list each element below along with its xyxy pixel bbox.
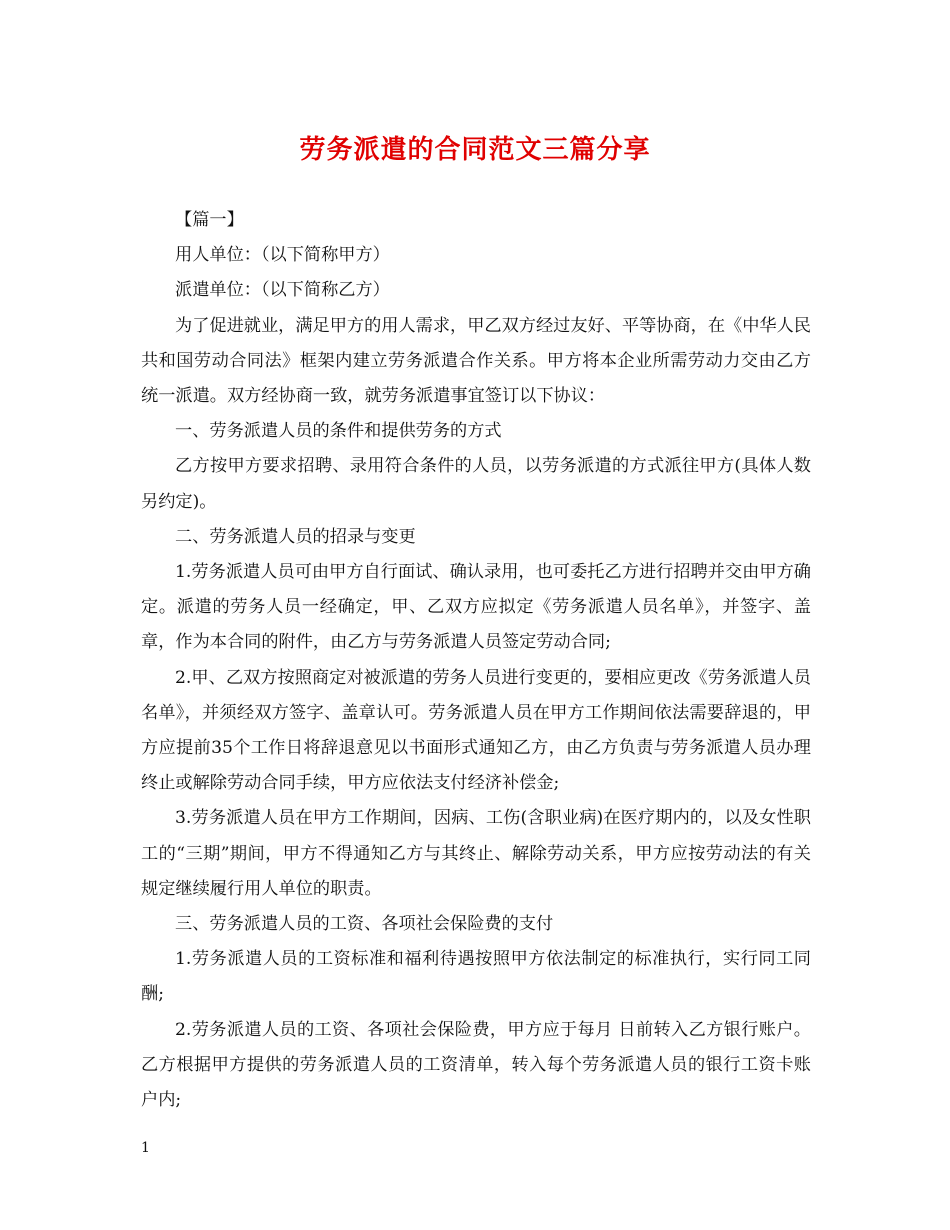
document-body [141,203,811,1118]
clause-1-paragraph: 乙方按甲方要求招聘、录用符合条件的人员，以劳务派遣的方式派往甲方(具体人数另约定)。 [141,456,811,512]
clause-heading-1: 一、劳务派遣人员的条件和提供劳务的方式 [175,421,502,442]
clause-2-item-1: 1.劳务派遣人员可由甲方自行面试、确认录用，也可委托乙方进行招聘并交由甲方确定。派遣的劳务人员一经确定，甲、乙双方应拟定《劳务派遣人员名单》，并签字、盖章，作为本合同的附件，由乙方与劳务派遣人员签定劳动合同; [141,562,811,653]
clause-2-item-2: 2.甲、乙双方按照商定对被派遣的劳务人员进行变更的，要相应更改《劳务派遣人员名单》，并须经双方签字、盖章认可。劳务派遣人员在甲方工作期间依法需要辞退的，甲方应提前35个工作日将辞退意见以书面形式通知乙方，由乙方负责与劳务派遣人员办理终止或解除劳动合同手续，甲方应依法支付经济补偿金; [141,667,811,794]
page-number: 1 [141,1140,150,1156]
employer-line: 用人单位：（以下简称甲方） [175,245,390,266]
clause-2-item-3: 3.劳务派遣人员在甲方工作期间，因病、工伤(含职业病)在医疗期内的，以及女性职工的“三期”期间，甲方不得通知乙方与其终止、解除劳动关系，甲方应按劳动法的有关规定继续履行用人单位的职责。 [141,808,811,899]
dispatcher-line: 派遣单位：（以下简称乙方） [175,280,390,301]
clause-heading-2: 二、劳务派遣人员的招录与变更 [175,526,416,547]
clause-3-item-1: 1.劳务派遣人员的工资标准和福利待遇按照甲方依法制定的标准执行，实行同工同酬; [141,949,811,1005]
preamble-paragraph: 为了促进就业，满足甲方的用人需求，甲乙双方经过友好、平等协商，在《中华人民共和国劳动合同法》框架内建立劳务派遣合作关系。甲方将本企业所需劳动力交由乙方统一派遣。双方经协商一致，就劳务派遣事宜签订以下协议： [141,315,811,407]
clause-3-item-2: 2.劳务派遣人员的工资、各项社会保险费，甲方应于每月 日前转入乙方银行账户。乙方根据甲方提供的劳务派遣人员的工资清单，转入每个劳务派遣人员的银行工资卡账户内; [141,1019,811,1111]
clause-heading-3: 三、劳务派遣人员的工资、各项社会保险费的支付 [175,914,554,935]
document-title: 劳务派遣的合同范文三篇分享 [299,135,651,165]
section-heading-part-one: 【篇一】 [175,210,244,230]
